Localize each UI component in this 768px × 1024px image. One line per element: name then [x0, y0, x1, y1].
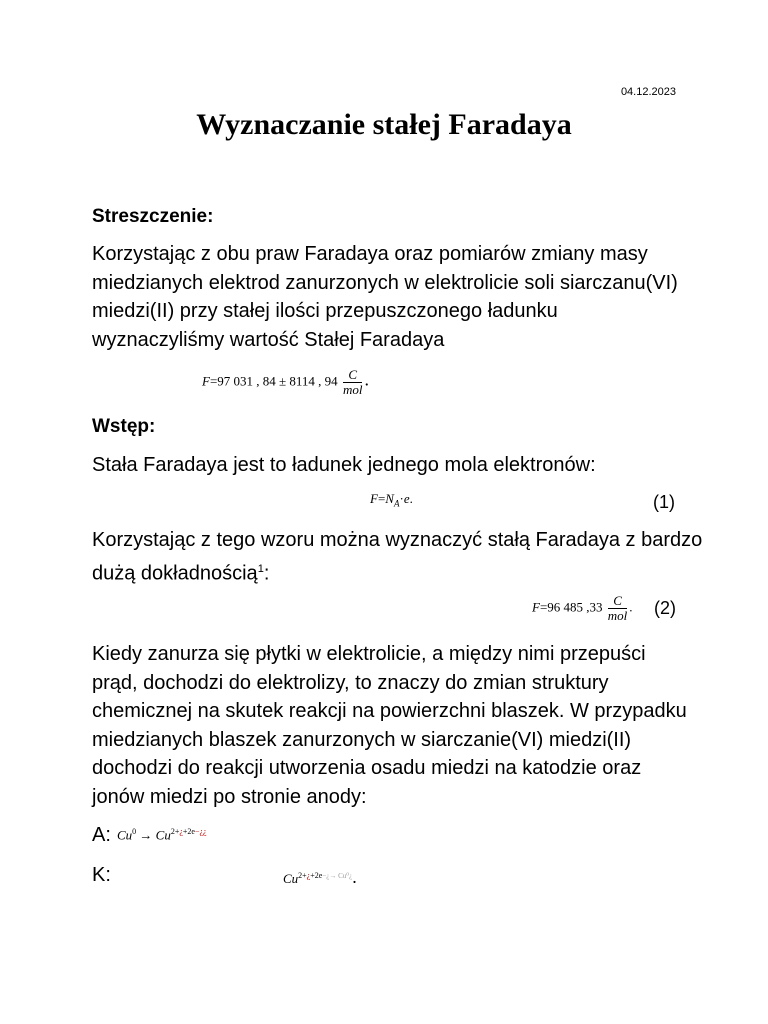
document-date: 04.12.2023	[620, 86, 676, 98]
result-unit-fraction	[343, 368, 363, 397]
abstract-text: Korzystając z obu praw Faradaya oraz pomiarów zmiany masy miedzianych elektrod zanurzonych w elektrolicie soli siarczanu(VI) miedzi(II) przy stałej ilości przepuszczonego ładunku wyznaczyliśmy wartość Stałej Faradaya	[92, 243, 678, 351]
electrolysis-paragraph: Kiedy zanurza się płytki w elektrolicie, a między nimi przepuści prąd, dochodzi do elektrolizy, to znaczy do zmian struktury chemicznej na skutek reakcji na powierzchni blaszek. W przypadku miedzianych blaszek zanurzonych w siarczanie(VI) miedzi(II) dochodzi do reakcji utworzenia osadu miedzi na katodzie oraz jonów miedzi po stronie anody:	[92, 643, 687, 808]
anode-cu-ion: Cu	[155, 827, 171, 843]
eq2-lhs: F	[532, 599, 540, 615]
anode-cu: Cu	[117, 827, 133, 843]
intro-sentence-2	[92, 526, 712, 588]
reaction-arrow-icon: →	[139, 827, 153, 843]
eq2-unit-numerator: C	[608, 594, 628, 609]
intro-sentence-1: Stała Faradaya jest to ładunek jednego mola elektronów:	[92, 454, 596, 476]
cathode-cu-ion: Cu	[283, 871, 299, 886]
eq1-avogadro: N	[385, 491, 394, 506]
eq1-lhs: F	[370, 491, 378, 506]
unit-denominator: mol	[342, 382, 363, 397]
faraday-symbol: F	[202, 373, 210, 389]
eq1-charge: e	[403, 491, 410, 506]
result-value: =97 031 , 84 ± 8114 , 94	[209, 373, 338, 389]
intro-sentence-2-colon: :	[263, 562, 270, 585]
anode-error-tail: −¿¿	[194, 827, 207, 836]
intro-sentence-2-text: Korzystając z tego wzoru można wyznaczyć stałą Faradaya z bardzo dużą dokładnością	[92, 529, 703, 585]
eq1-avogadro-sub: A	[393, 498, 400, 509]
equation-2	[532, 594, 633, 623]
intro-heading: Wstęp:	[92, 416, 156, 437]
cathode-error-mark: ¿	[306, 870, 311, 880]
cathode-equation	[283, 867, 357, 888]
eq1-period: .	[409, 491, 413, 506]
cathode-label: K:	[92, 864, 111, 886]
unit-numerator: C	[343, 368, 363, 383]
eq2-value: =96 485 ,33	[539, 599, 603, 615]
anode-equation	[117, 827, 207, 843]
result-period: .	[364, 369, 369, 390]
abstract-result-equation	[202, 368, 369, 397]
equation-1-number: (1)	[653, 492, 675, 512]
eq2-unit-denominator: mol	[607, 608, 628, 623]
eq1-dot: ·	[399, 491, 404, 506]
eq1-equals: =	[377, 491, 386, 506]
equation-1	[370, 491, 413, 509]
anode-error-mark: ¿	[179, 827, 183, 836]
anode-electrons: +2e	[182, 827, 195, 836]
cathode-error-tail: −¿→ Cu⁰¿	[322, 871, 353, 880]
anode-cu-sup: 0	[132, 827, 137, 836]
anode-label: A:	[92, 824, 111, 846]
equation-2-number: (2)	[654, 598, 676, 618]
abstract-heading: Streszczenie:	[92, 206, 214, 227]
cathode-charge: 2+	[298, 870, 307, 880]
document-title: Wyznaczanie stałej Faradaya	[196, 108, 572, 141]
eq2-period: .	[629, 599, 633, 615]
cathode-period: .	[352, 867, 357, 887]
footnote-marker: 1	[257, 562, 264, 575]
eq2-unit-fraction	[608, 594, 628, 623]
anode-charge: 2+	[170, 827, 180, 836]
cathode-electrons: +2e	[310, 870, 323, 880]
